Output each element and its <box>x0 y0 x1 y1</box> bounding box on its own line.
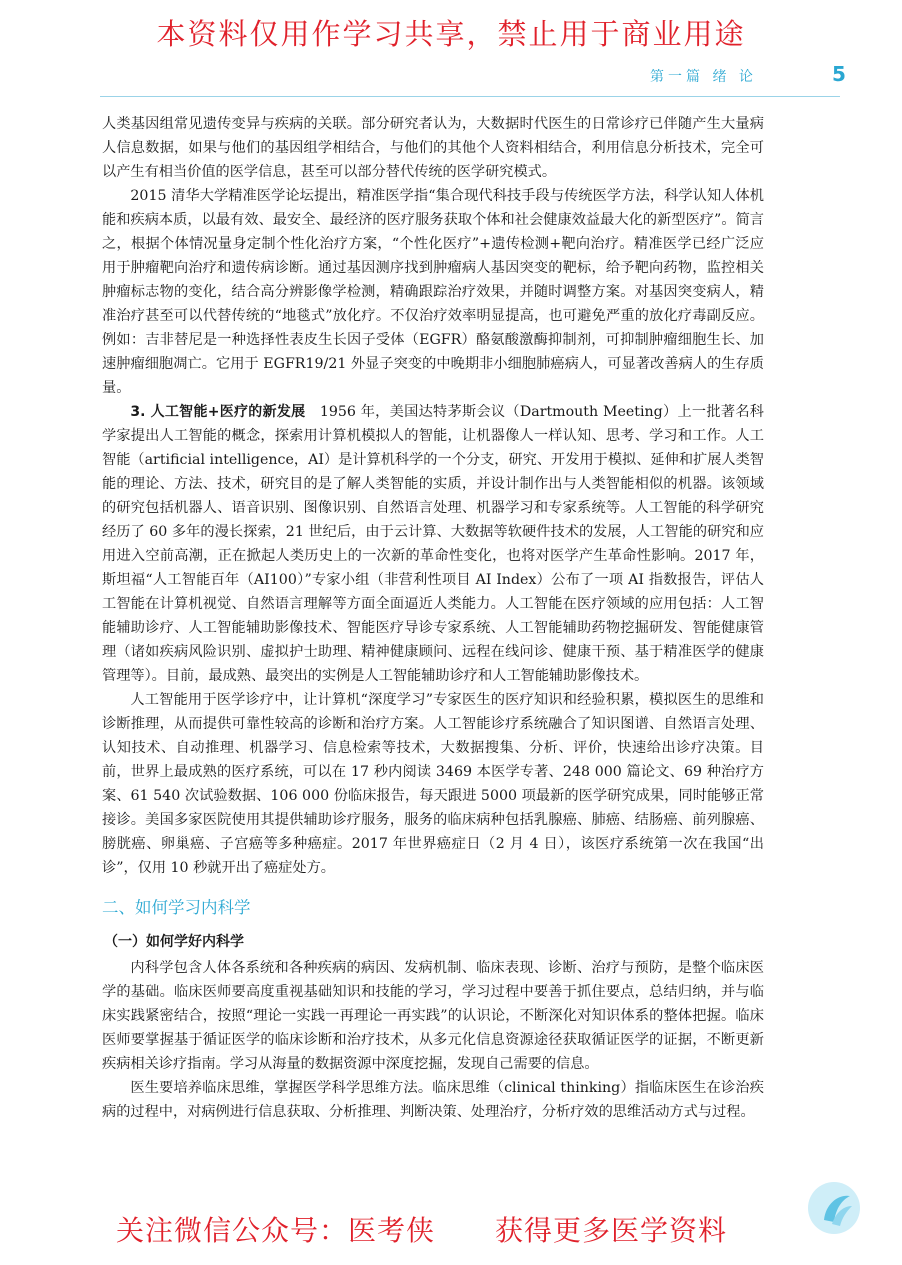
paragraph-ai-diagnosis: 人工智能用于医学诊疗中，让计算机“深度学习”专家医生的医疗知识和经验积累，模拟医生的思维和诊断推理，从而提供可靠性较高的诊断和治疗方案。人工智能诊疗系统融合了知识图谱、自然语言处理、认知技术、自动推理、机器学习、信息检索等技术，大数据搜集、分析、评价，快速给出诊疗决策。目前，世界上最成熟的医疗系统，可以在 17 秒内阅读 3469 本医学专著、248 000 篇论文、69 种治疗方案、61 540 次试验数据、106 000 份临床报告，每天跟进 5000 项最新的医学研究成果，同时能够正常接诊。美国多家医院使用其提供辅助诊疗服务，服务的临床病种包括乳腺癌、肺癌、结肠癌、前列腺癌、膀胱癌、卵巢癌、子宫癌等多种癌症。2017 年世界癌症日（2 月 4 日），该医疗系统第一次在我国“出诊”，仅用 10 秒就开出了癌症处方。 <box>102 692 764 876</box>
running-head: 第一篇 绪 论 <box>650 69 757 85</box>
paragraph-precision-medicine: 2015 清华大学精准医学论坛提出，精准医学指“集合现代科技手段与传统医学方法，科学认知人体机能和疾病本质，以最有效、最安全、最经济的医疗服务获取个体和社会健康效益最大化的新型医疗”。简言之，根据个体情况量身定制个性化治疗方案，“个性化医疗”+遗传检测+靶向治疗。精准医学已经广泛应用于肿瘤靶向治疗和遗传病诊断。通过基因测序找到肿瘤病人基因突变的靶标，给予靶向药物，监控相关肿瘤标志物的变化，结合高分辨影像学检测，精确跟踪治疗效果，并随时调整方案。对基因突变病人，精准治疗甚至可以代替传统的“地毯式”放化疗。不仅治疗效率明显提高，也可避免严重的放化疗毒副反应。例如：吉非替尼是一种选择性表皮生长因子受体（EGFR）酪氨酸激酶抑制剂，可抑制肿瘤细胞生长、加速肿瘤细胞凋亡。它用于 EGFR19/21 外显子突变的中晚期非小细胞肺癌病人，可显著改善病人的生存质量。 <box>102 188 764 396</box>
subsection-heading: （一）如何学好内科学 <box>104 934 244 950</box>
page-number: 5 <box>832 62 846 86</box>
section-heading-ai: 3. 人工智能+医疗的新发展 <box>130 404 306 420</box>
paragraph-ai-medicine <box>102 400 764 688</box>
paragraph-genomics: 人类基因组常见遗传变异与疾病的关联。部分研究者认为，大数据时代医生的日常诊疗已伴随产生大量病人信息数据，如果与他们的基因组学相结合，与他们的其他个人资料相结合，利用信息分析技术，完全可以产生有相当价值的医学信息，甚至可以部分替代传统的医学研究模式。 <box>102 116 764 180</box>
bottom-watermark-banner <box>116 1209 816 1249</box>
page-body <box>102 112 764 1124</box>
paragraph-study-method: 内科学包含人体各系统和各种疾病的病因、发病机制、临床表现、诊断、治疗与预防，是整个临床医学的基础。临床医师要高度重视基础知识和技能的学习，学习过程中要善于抓住要点，总结归纳，并与临床实践紧密结合，按照“理论一实践一再理论一再实践”的认识论，不断深化对知识体系的整体把握。临床医师要掌握基于循证医学的临床诊断和治疗技术，从多元化信息资源途径获取循证医学的证据，不断更新疾病相关诊疗指南。学习从海量的数据资源中深度挖掘，发现自己需要的信息。 <box>102 960 764 1072</box>
footer-left-text: 关注微信公众号：医考侠 <box>116 1214 436 1247</box>
header-rule <box>100 96 840 97</box>
paragraph-clinical-thinking: 医生要培养临床思维，掌握医学科学思维方法。临床思维（clinical thinking）指临床医生在诊治疾病的过程中，对病例进行信息获取、分析推理、判断决策、处理治疗，分析疗效的思维活动方式与过程。 <box>102 1080 764 1120</box>
paragraph-ai-text: 1956 年，美国达特茅斯会议（Dartmouth Meeting）上一批著名科学家提出人工智能的概念，探索用计算机模拟人的智能，让机器像人一样认知、思考、学习和工作。人工智能（artificial intelligence，AI）是计算机科学的一个分支，研究、开发用于模拟、延伸和扩展人类智能的理论、方法、技术，研究目的是了解人类智能的实质，并设计制作出与人类智能相似的机器。该领域的研究包括机器人、语音识别、图像识别、自然语言处理、机器学习和专家系统等。人工智能的科学研究经历了 60 多年的漫长探索，21 世纪后，由于云计算、大数据等软硬件技术的发展，人工智能的研究和应用进入空前高潮，正在掀起人类历史上的一次新的革命性变化，也将对医学产生革命性影响。2017 年，斯坦福“人工智能百年（AI100）”专家小组（非营利性项目 AI Index）公布了一项 AI 指数报告，评估人工智能在计算机视觉、自然语言理解等方面全面逼近人类能力。人工智能在医疗领域的应用包括：人工智能辅助诊疗、人工智能辅助影像技术、智能医疗导诊专家系统、人工智能辅助药物挖掘研发、智能健康管理（诸如疾病风险识别、虚拟护士助理、精神健康顾问、远程在线问诊、健康干预、基于精准医学的健康管理等）。目前，最成熟、最突出的实例是人工智能辅助诊疗和人工智能辅助影像技术。 <box>102 404 764 684</box>
footer-right-text: 获得更多医学资料 <box>495 1214 728 1247</box>
chapter-heading: 二、如何学习内科学 <box>102 898 251 917</box>
top-watermark-banner: 本资料仅用作学习共享，禁止用于商业用途 <box>156 17 746 51</box>
